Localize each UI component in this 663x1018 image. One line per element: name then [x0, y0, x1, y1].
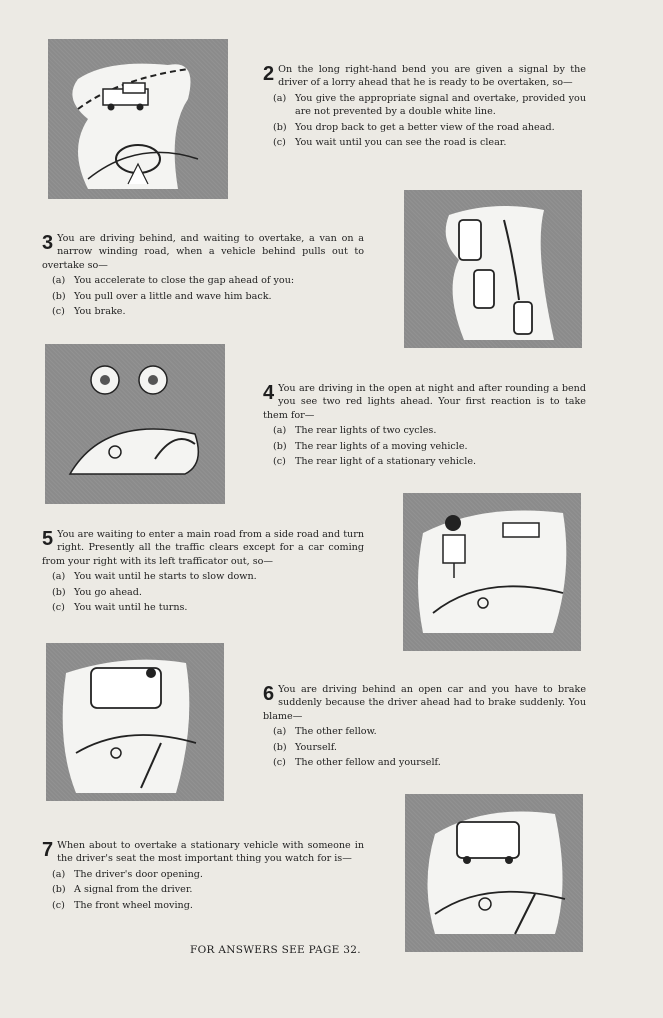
question-stem: When about to overtake a stationary vehicle with someone in the driver's seat the most important thing you watch for is—: [57, 840, 364, 865]
question-5: [42, 528, 364, 614]
illustration-q5: [403, 493, 581, 651]
answer-option[interactable]: (a) You accelerate to close the gap ahead of you:: [52, 275, 295, 287]
answers-footer: FOR ANSWERS SEE PAGE 32.: [190, 944, 361, 956]
answer-option[interactable]: (a) The other fellow.: [273, 726, 377, 738]
question-number: 4: [263, 382, 275, 404]
answer-option[interactable]: (c) The other fellow and yourself.: [273, 757, 441, 769]
question-7: [42, 839, 364, 912]
illustration-q6: [46, 643, 224, 801]
answer-option[interactable]: (c) The rear light of a stationary vehicle.: [273, 456, 477, 468]
answer-option[interactable]: (b) You pull over a little and wave him back.: [52, 290, 272, 302]
illustration-q4: [45, 344, 225, 504]
answer-option[interactable]: (a) You wait until he starts to slow down.: [52, 571, 257, 583]
answer-option[interactable]: (b) You drop back to get a better view of the road ahead.: [273, 121, 555, 133]
question-number: 7: [42, 839, 54, 861]
question-stem: You are driving behind, and waiting to overtake, a van on a narrow winding road, when a vehicle behind pulls out to overtake so—: [42, 233, 364, 271]
answer-option[interactable]: (c) You wait until you can see the road is clear.: [273, 137, 507, 149]
answer-option[interactable]: (a) The driver's door opening.: [52, 868, 203, 880]
answer-option[interactable]: (c) You brake.: [52, 306, 126, 318]
question-4: [263, 382, 586, 468]
question-stem: On the long right-hand bend you are given a signal by the driver of a lorry ahead that he is ready to be overtaken, so—: [278, 64, 586, 89]
question-number: 3: [42, 232, 54, 254]
question-number: 5: [42, 528, 54, 550]
illustration-q7: [405, 794, 583, 952]
question-3: [42, 232, 364, 318]
answer-option[interactable]: (b) You go ahead.: [52, 586, 142, 598]
question-number: 6: [263, 683, 275, 705]
question-stem: You are driving in the open at night and after rounding a bend you see two red lights ahead. Your first reaction is to take them for—: [263, 383, 586, 421]
question-stem: You are waiting to enter a main road from a side road and turn right. Presently all the traffic clears except for a car coming from your right with its left trafficator out, so—: [42, 529, 364, 567]
answer-option[interactable]: (b) Yourself.: [273, 741, 337, 753]
answer-option[interactable]: (a) The rear lights of two cycles.: [273, 425, 437, 437]
answer-option[interactable]: (c) You wait until he turns.: [52, 602, 188, 614]
illustration-q2: [48, 39, 228, 199]
answer-option[interactable]: (c) The front wheel moving.: [52, 899, 193, 911]
question-number: 2: [263, 63, 275, 85]
illustration-q3: [404, 190, 582, 348]
answer-option[interactable]: (a) You give the appropriate signal and overtake, provided you are not prevented by a double white line.: [273, 92, 586, 118]
answer-option[interactable]: (b) The rear lights of a moving vehicle.: [273, 440, 468, 452]
question-2: [263, 63, 586, 149]
question-6: [263, 683, 586, 769]
question-stem: You are driving behind an open car and you have to brake suddenly because the driver ahead had to brake suddenly. You blame—: [263, 684, 586, 722]
answer-option[interactable]: (b) A signal from the driver.: [52, 884, 193, 896]
